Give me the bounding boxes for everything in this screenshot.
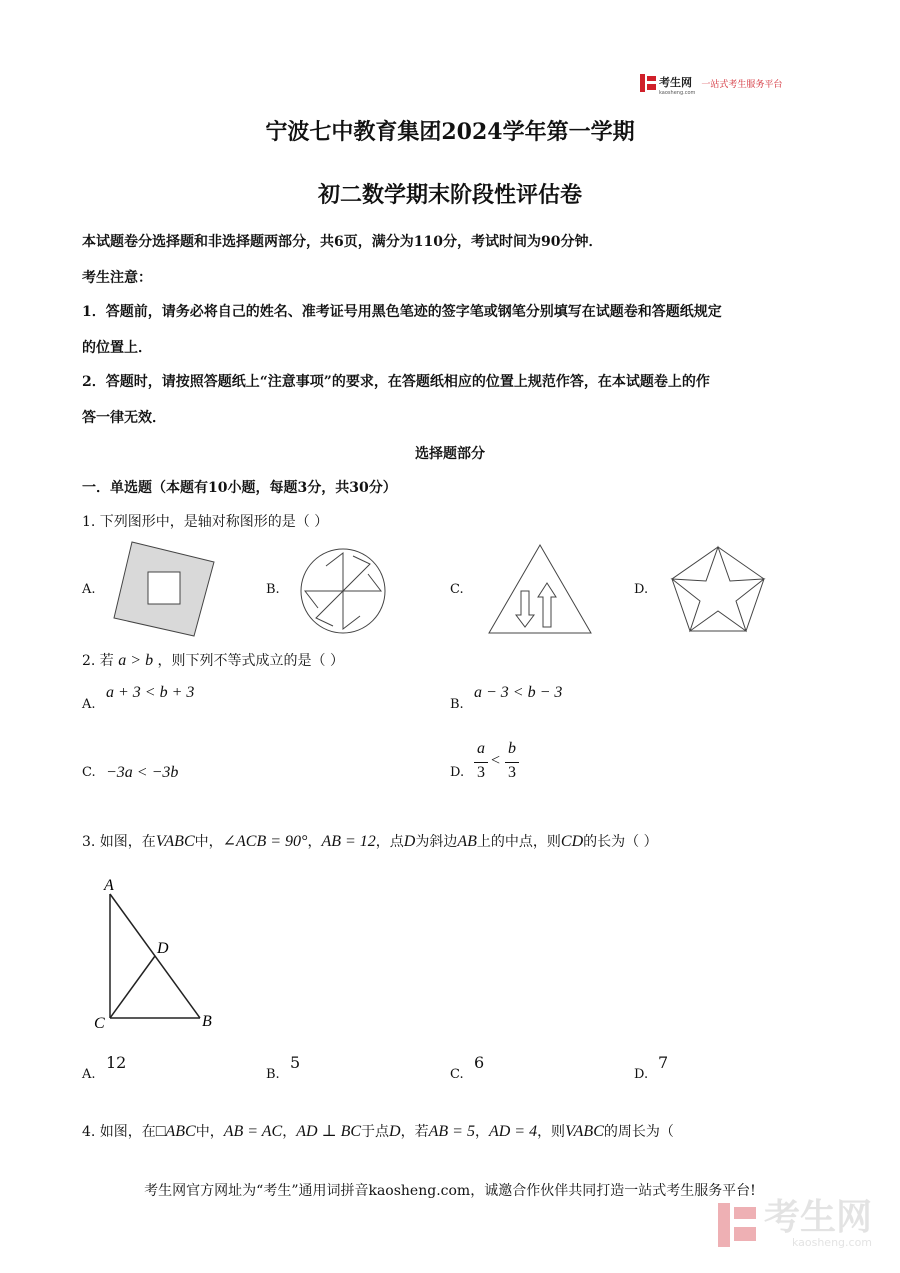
notice-1-line-1: 1．答题前，请务必将自己的姓名、准考证号用黑色笔迹的签字笔或钢笔分别填写在试题卷和答题纸规定 — [82, 304, 722, 320]
q4-text-4: 于点 — [361, 1124, 390, 1140]
q3-point-d: D — [157, 940, 169, 957]
q4-text-3: ， — [282, 1124, 297, 1140]
question-1-stem: 1. 下列图形中，是轴对称图形的是（ ） — [82, 514, 329, 530]
q4-math-4: D — [389, 1123, 401, 1140]
q3-text-3: ， — [307, 834, 322, 850]
q2-d-den-b: 3 — [508, 764, 516, 781]
q3-option-b-label: B. — [266, 1067, 280, 1082]
q2-option-b-label: B. — [450, 697, 464, 712]
q1-figure-a — [110, 538, 215, 638]
q3-math-2: ∠ACB = 90° — [222, 833, 308, 850]
watermark-domain: kaosheng.com — [791, 1236, 873, 1249]
q4-text-5: ，若 — [400, 1124, 429, 1140]
notice-2-line-1: 2．答题时，请按照答题纸上“注意事项”的要求，在答题纸相应的位置上规范作答，在本试题卷上的作 — [82, 374, 710, 390]
q1-option-a-label: A. — [82, 582, 96, 597]
q3-math-3: AB = 12 — [321, 833, 376, 850]
q3-math-1: VABC — [155, 833, 195, 850]
q4-math-7: VABC — [565, 1123, 604, 1140]
q1-figure-d — [668, 543, 768, 635]
part-heading: 一．单选题（本题有10小题，每题3分，共30分） — [82, 480, 397, 496]
q2-stem-post: ，则下列不等式成立的是（ ） — [157, 653, 344, 669]
brand-name: 考生网 — [659, 75, 692, 89]
q2-option-d-label: D. — [450, 765, 465, 780]
q2-condition: a > b — [118, 652, 154, 669]
q2-d-frac-bar-1 — [474, 762, 488, 763]
q3-math-6: CD — [560, 833, 584, 850]
q3-math-4: D — [403, 833, 416, 850]
q2-option-c: −3a < −3b — [106, 764, 179, 781]
q3-math-5: AB — [457, 833, 477, 850]
q3-text-5: 为斜边 — [415, 834, 458, 850]
q4-math-1: □ABC — [155, 1123, 196, 1140]
q2-option-c-label: C. — [82, 765, 96, 780]
q1-figure-c — [485, 543, 595, 635]
q2-d-sym: < — [491, 752, 501, 769]
page-title: 宁波七中教育集团2024学年第一学期 — [265, 119, 635, 145]
q3-option-a: 12 — [106, 1053, 127, 1072]
q2-option-a: a + 3 < b + 3 — [106, 684, 195, 701]
q3-text-4: ，点 — [375, 834, 404, 850]
footer-note: 考生网官方网址为“考生”通用词拼音kaosheng.com，诚邀合作伙伴共同打造一站式考生服务平台! — [144, 1183, 756, 1199]
q3-option-c: 6 — [474, 1053, 485, 1072]
q2-stem-pre: 2. 若 — [82, 653, 114, 669]
brand-logo — [640, 72, 782, 94]
question-4-stem — [82, 1122, 674, 1142]
q1-figure-b — [298, 546, 388, 636]
brand-domain: kaosheng.com — [659, 89, 696, 96]
q3-text-7: 的长为（ ） — [583, 834, 658, 850]
q4-text-1: 4. 如图，在 — [82, 1124, 156, 1140]
q2-d-num-b: b — [508, 740, 516, 757]
q2-option-a-label: A. — [82, 697, 96, 712]
q2-option-b: a − 3 < b − 3 — [474, 684, 563, 701]
q3-triangle-figure — [90, 872, 230, 1037]
q2-d-num-a: a — [477, 740, 485, 757]
q3-point-a: A — [104, 877, 114, 894]
intro-text: 本试题卷分选择题和非选择题两部分，共6页，满分为110分，考试时间为90分钟． — [82, 234, 603, 250]
watermark-mark-icon — [718, 1203, 758, 1247]
watermark-name: 考生网 — [764, 1197, 873, 1238]
q4-text-2: 中， — [195, 1124, 224, 1140]
q3-option-d: 7 — [658, 1053, 669, 1072]
q3-point-b: B — [202, 1013, 212, 1030]
q4-text-7: ，则 — [537, 1124, 566, 1140]
q3-text-2: 中， — [194, 834, 223, 850]
q4-text-6: ， — [474, 1124, 489, 1140]
q3-option-c-label: C. — [450, 1067, 464, 1082]
q3-text-1: 3. 如图，在 — [82, 834, 156, 850]
q4-text-8: 的周长为（ — [603, 1124, 674, 1140]
q3-option-a-label: A. — [82, 1067, 96, 1082]
q3-option-b: 5 — [290, 1053, 301, 1072]
q1-option-c-label: C. — [450, 582, 464, 597]
q3-text-6: 上的中点，则 — [476, 834, 561, 850]
q3-point-c: C — [94, 1015, 105, 1032]
q1-option-b-label: B. — [266, 582, 280, 597]
question-3-stem — [82, 832, 658, 852]
question-2-stem — [82, 651, 344, 671]
q2-d-frac-bar-2 — [505, 762, 519, 763]
q3-option-d-label: D. — [634, 1067, 649, 1082]
q4-math-2: AB = AC — [223, 1123, 283, 1140]
q2-option-d — [474, 740, 524, 786]
q4-math-6: AD = 4 — [488, 1123, 538, 1140]
watermark-logo — [718, 1197, 873, 1249]
notice-heading: 考生注意： — [82, 270, 152, 286]
q2-d-den-a: 3 — [477, 764, 485, 781]
page-subtitle: 初二数学期末阶段性评估卷 — [317, 182, 582, 208]
q4-math-5: AB = 5 — [428, 1123, 475, 1140]
brand-mark-icon — [640, 74, 656, 92]
section-heading: 选择题部分 — [415, 446, 485, 462]
notice-1-line-2: 的位置上． — [82, 340, 152, 356]
q1-option-d-label: D. — [634, 582, 649, 597]
notice-2-line-2: 答一律无效． — [82, 410, 166, 426]
q4-math-3: AD ⊥ BC — [296, 1123, 362, 1140]
brand-slogan: 一站式考生服务平台 — [701, 79, 783, 90]
